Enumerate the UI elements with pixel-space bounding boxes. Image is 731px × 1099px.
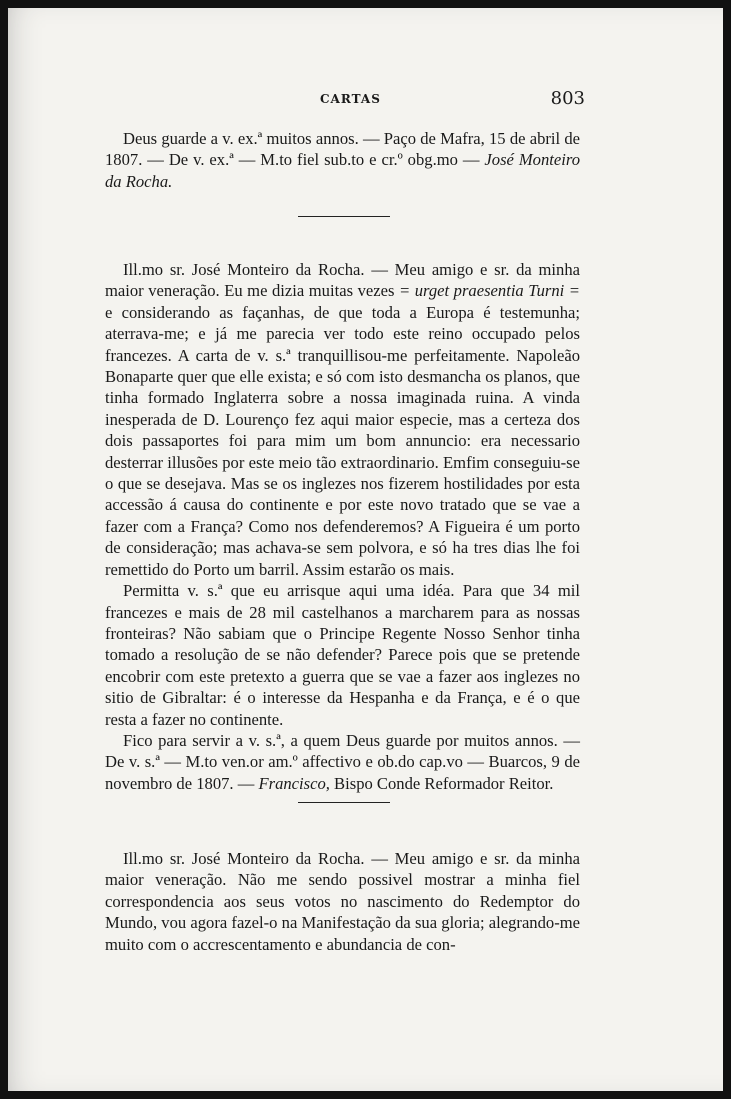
letter-2-paragraph-3 (105, 730, 580, 794)
letter-1-signature: José Monteiro da Rocha. (105, 150, 580, 191)
running-title: CARTAS (320, 92, 381, 106)
letter-2-paragraph-1 (105, 259, 580, 580)
letter-2-latin-quote: = urget praesentia Turni = (398, 281, 580, 301)
letter-2-paragraph-2: Permitta v. s.ª que eu arrisque aqui uma idéa. Para que 34 mil francezes e mais de 28 mil castelhanos a marcharem para as nossas fronteiras? Não sabiam que o Principe Regente Nosso Senhor tinha tomado a resolução de se não defender? Parece pois que se pretende encobrir com este pretexto a guerra que se vae a fazer aos inglezes no sitio de Gibraltar: é o interesse da Hespanha e da França, e é o que resta a fazer no continente. (105, 581, 580, 729)
running-head (105, 88, 585, 112)
letter-1-closing (105, 128, 580, 192)
letter-2-p3-text-a: Fico para servir a v. s.ª, a quem Deus guarde por muitos annos. — De v. s.ª — M.to ven.or am.º affectivo e ob.do cap.vo — Buarcos, 9 de novembro de 1807. — (105, 730, 580, 793)
letter-2-p1-text-b: e considerando as façanhas, de que toda a Europa é testemunha; aterrava-me; e já me parecia ver todo este reino occupado pelos francezes. A carta de v. s.ª tranquillisou-me perfeitamente. Napoleão Bonaparte quer que elle exista; e só com isto desmancha os planos, que tinha formado Inglaterra sobre a nossa imaginada ruina. A vinda inesperada de D. Lourenço fez aqui maior especie, mas a certeza dos dois passaportes foi para mim um bom annuncio: era necessario desterrar illusões por este meio tão extraordinario. Emfim conseguiu-se o que se desejava. Mas se os inglezes nos fizerem hostilidades por esta accessão á causa do continente e por este novo tratado que se vae a fazer com a França? Como nos defenderemos? A Figueira é um porto de consideração; mas achava-se sem polvora, e só ha tres dias lhe foi remettido do Porto um barril. Assim estarão os mais. (105, 302, 580, 579)
letter-2 (105, 259, 580, 794)
section-divider (298, 802, 390, 803)
letter-1-closing-text: Deus guarde a v. ex.ª muitos annos. — Paço de Mafra, 15 de abril de 1807. — De v. ex.ª — M.to fiel sub.to e cr.º obg.mo — (105, 129, 580, 170)
letter-2-p3-text-b: Bispo Conde Reformador Reitor. (329, 773, 554, 793)
page-number: 803 (550, 88, 585, 109)
letter-3 (105, 848, 580, 955)
letter-2-p1-text-a: Ill.mo sr. José Monteiro da Rocha. — Meu amigo e sr. da minha maior veneração. Eu me dizia muitas vezes (105, 260, 580, 301)
section-divider (298, 216, 390, 217)
letter-3-paragraph-1: Ill.mo sr. José Monteiro da Rocha. — Meu amigo e sr. da minha maior veneração. Não me sendo possivel mostrar a minha fiel correspondencia aos seus votos no nascimento do Redemptor do Mundo, vou agora fazel-o na Manifestação da sua gloria; alegrando-me muito com o accrescentamento e abundancia de con- (105, 849, 580, 954)
letter-2-signature: Francisco, (258, 773, 330, 793)
